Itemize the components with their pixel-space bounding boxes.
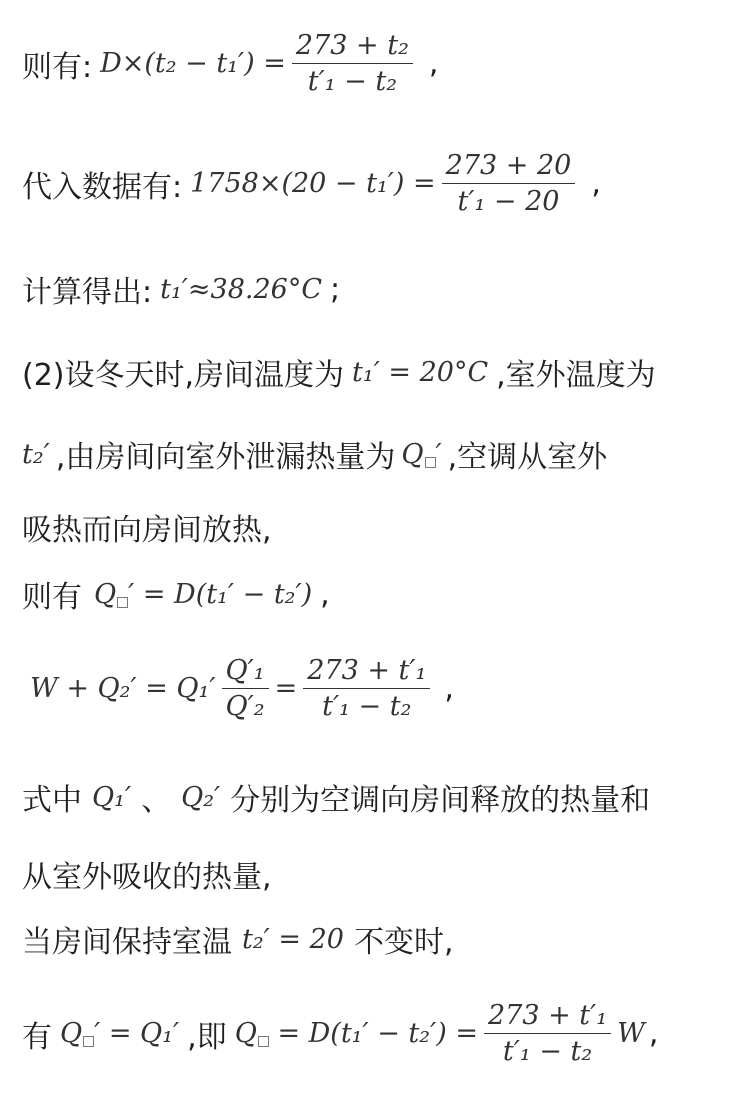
text: 从室外吸收的热量, [22, 860, 272, 895]
fraction [292, 30, 413, 97]
numerator: 273 + t′₁ [484, 1000, 611, 1034]
punct: , [428, 46, 439, 81]
text: 式中 [22, 783, 82, 818]
denominator: t′₁ − 20 [457, 186, 560, 217]
label: 代入数据有: [22, 169, 183, 205]
text: (2)设冬天时,房间温度为 [22, 358, 345, 393]
punct: , [591, 166, 601, 201]
text: 、 [141, 783, 172, 818]
fraction [222, 655, 269, 722]
missing-glyph-box [425, 457, 436, 468]
equation-line-7 [22, 572, 330, 616]
label: 则有: [22, 49, 93, 85]
math: t₁′ = 20°C [352, 356, 489, 388]
math: t₁′≈38.26°C [160, 273, 322, 305]
label: 则有 [22, 580, 82, 615]
text-line-10 [22, 852, 272, 896]
missing-glyph-box [83, 1036, 94, 1047]
math: Q = D(t₁′ − t₂′) = [234, 1018, 478, 1049]
math: 1758×(20 − t₁′) = [190, 168, 436, 199]
math: W + Q₂′ = Q₁′ [30, 673, 216, 704]
text: ,空调从室外 [447, 440, 608, 475]
denominator: Q′₂ [225, 691, 265, 722]
math: Q₁′ [92, 781, 132, 813]
math: Q ′ [401, 438, 442, 470]
text-line-5 [22, 432, 607, 476]
equation-line-12 [22, 1000, 658, 1067]
text-line-11 [22, 917, 454, 961]
math: t₂′ = 20 [242, 923, 344, 955]
punct: , [444, 671, 454, 706]
text: ,即 [187, 1019, 227, 1055]
punct: ; [330, 271, 341, 307]
denominator: t′₁ − t₂ [307, 66, 398, 97]
text-line-9 [22, 775, 650, 819]
text: 当房间保持室温 [22, 925, 232, 960]
denominator: t′₁ − t₂ [322, 691, 412, 722]
label: 计算得出: [22, 275, 153, 310]
text: ,由房间向室外泄漏热量为 [55, 440, 396, 475]
text: 分别为空调向房间释放的热量和 [230, 783, 651, 818]
math: D×(t₂ − t₁′) = [100, 48, 286, 79]
result-line [22, 267, 340, 311]
denominator: t′₁ − t₂ [502, 1036, 593, 1067]
fraction [442, 150, 576, 217]
equation-line-1 [22, 30, 438, 97]
text: ,室外温度为 [496, 358, 656, 393]
punct: , [648, 1016, 659, 1051]
fraction [303, 655, 430, 722]
equation-line-8 [22, 655, 454, 722]
fraction [484, 1000, 611, 1067]
text: 有 [22, 1019, 52, 1055]
numerator: 273 + t₂ [292, 30, 413, 64]
math: Q ′ = Q₁′ [60, 1018, 180, 1049]
text-line-4 [22, 350, 656, 394]
text: 吸热而向房间放热, [22, 513, 272, 548]
punct: , [320, 576, 330, 612]
missing-glyph-box [258, 1036, 269, 1047]
equals: = [274, 673, 298, 704]
missing-glyph-box [117, 597, 128, 608]
equation-line-2 [22, 150, 601, 217]
numerator: 273 + t′₁ [303, 655, 430, 689]
numerator: 273 + 20 [442, 150, 576, 184]
math: Q₂′ [181, 781, 221, 813]
numerator: Q′₁ [222, 655, 269, 689]
math: t₂′ [22, 438, 50, 470]
text: 不变时, [353, 925, 454, 960]
text-line-6 [22, 505, 272, 549]
math: W [617, 1018, 645, 1049]
math: Q ′ = D(t₁′ − t₂′) [94, 578, 313, 610]
